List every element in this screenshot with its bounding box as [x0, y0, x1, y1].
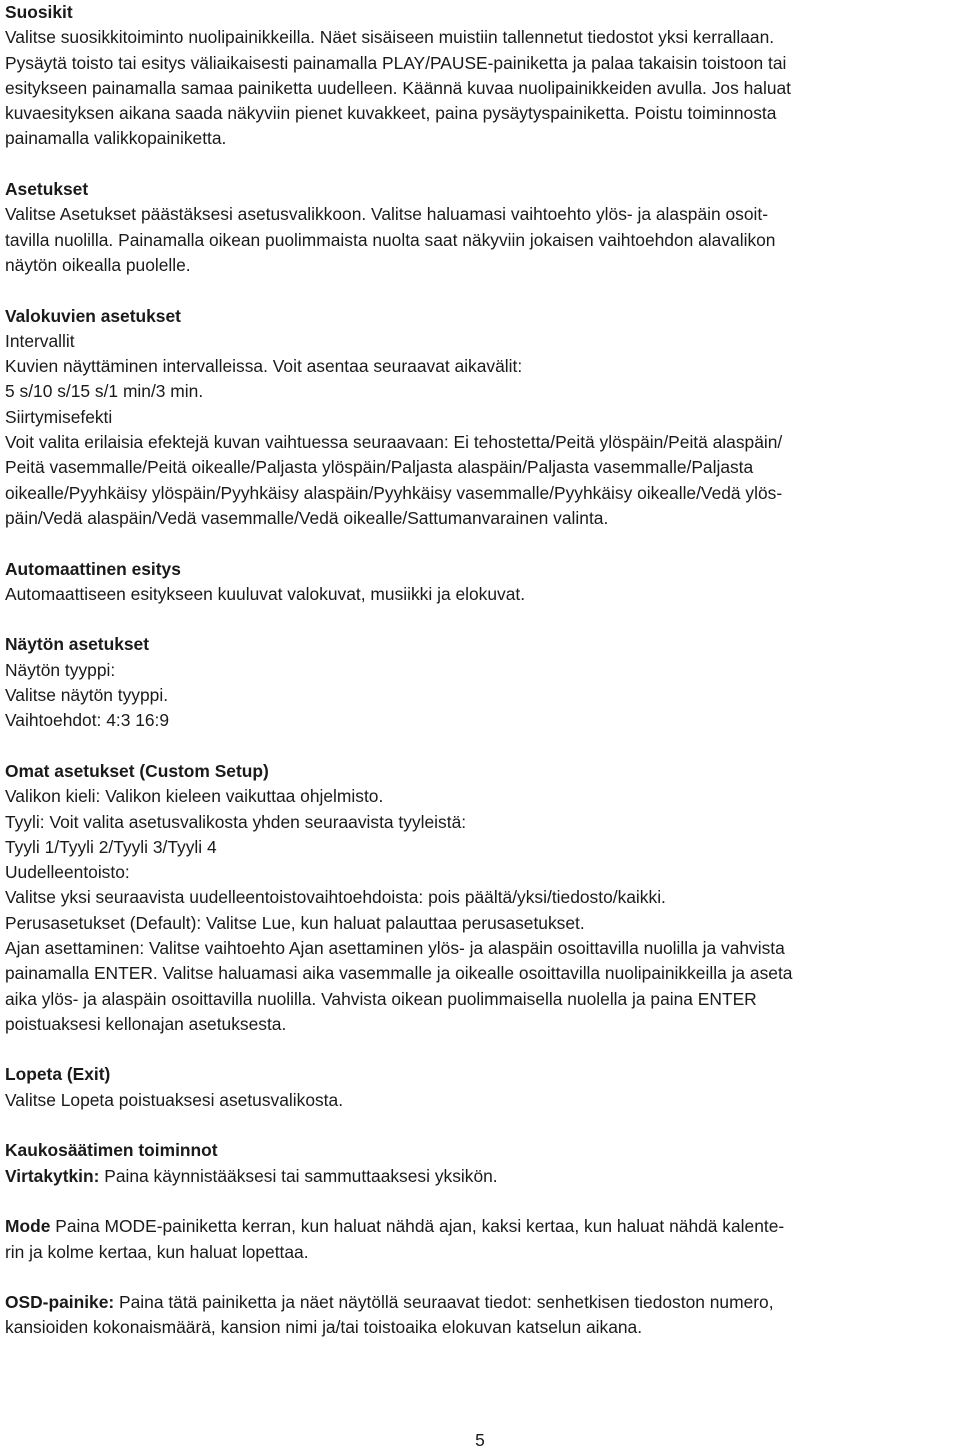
virtakytkin-text: Paina käynnistääksesi tai sammuttaaksesi yksikön. [99, 1165, 498, 1186]
virtakytkin-label: Virtakytkin: [5, 1165, 100, 1186]
paragraph-line: aika ylös- ja alaspäin osoittavilla nuolilla. Vahvista oikean puolimmaisella nuolella ja paina ENTER [5, 988, 757, 1009]
paragraph-line: Pysäytä toisto tai esitys väliaikaisesti painamalla PLAY/PAUSE-painiketta ja palaa takaisin toistoon tai [5, 52, 787, 73]
paragraph-line: kansioiden kokonaismäärä, kansion nimi ja/tai toistoaika elokuvan katselun aikana. [5, 1317, 643, 1338]
section-heading: Automaattinen esitys [5, 558, 181, 579]
paragraph-line: Intervallit [5, 330, 75, 351]
section-kaukosaatimen-toiminnot [5, 1138, 957, 1340]
paragraph-line: Voit valita erilaisia efektejä kuvan vaihtuessa seuraavaan: Ei tehostetta/Peitä ylöspäin/Peitä alaspäin/ [5, 432, 783, 453]
section-heading: Omat asetukset (Custom Setup) [5, 760, 269, 781]
paragraph-line: Automaattiseen esitykseen kuuluvat valokuvat, musiikki ja elokuvat. [5, 583, 526, 604]
paragraph-line: painamalla valikkopainiketta. [5, 128, 227, 149]
section-suosikit [5, 0, 957, 152]
section-lopeta [5, 1062, 957, 1113]
section-asetukset [5, 177, 957, 278]
section-automaattinen-esitys [5, 557, 957, 608]
paragraph-line: näytön oikealla puolelle. [5, 254, 191, 275]
paragraph-line: päin/Vedä alaspäin/Vedä vasemmalle/Vedä oikealle/Sattumanvarainen valinta. [5, 507, 609, 528]
paragraph-line: Valikon kieli: Valikon kieleen vaikuttaa ohjelmisto. [5, 786, 384, 807]
mode-text: Paina MODE-painiketta kerran, kun haluat nähdä ajan, kaksi kertaa, kun haluat nähdä kalente- [50, 1216, 785, 1237]
section-omat-asetukset [5, 759, 957, 1037]
mode-label: Mode [5, 1216, 51, 1237]
paragraph-line: Vaihtoehdot: 4:3 16:9 [5, 710, 170, 731]
manual-page [5, 0, 957, 1341]
paragraph-line: tavilla nuolilla. Painamalla oikean puolimmaista nuolta saat näkyviin jokaisen vaihtoehdon alavalikon [5, 229, 776, 250]
section-heading: Lopeta (Exit) [5, 1064, 111, 1085]
paragraph-line: Valitse suosikkitoiminto nuolipainikkeilla. Näet sisäiseen muistiin tallennetut tiedostot yksi kerrallaan. [5, 27, 775, 48]
osd-text: Paina tätä painiketta ja näet näytöllä seuraavat tiedot: senhetkisen tiedoston numero, [114, 1292, 774, 1313]
section-heading: Asetukset [5, 179, 89, 200]
section-heading: Näytön asetukset [5, 634, 150, 655]
paragraph-line: poistuaksesi kellonajan asetuksesta. [5, 1013, 287, 1034]
paragraph-line: Valitse näytön tyyppi. [5, 685, 169, 706]
paragraph-line: painamalla ENTER. Valitse haluamasi aika vasemmalle ja oikealle osoittavilla nuolipainikkeilla ja aseta [5, 963, 793, 984]
page-number: 5 [475, 1430, 485, 1450]
paragraph-line: Kuvien näyttäminen intervalleissa. Voit asentaa seuraavat aikavälit: [5, 356, 523, 377]
section-heading: Valokuvien asetukset [5, 305, 181, 326]
paragraph-line: Perusasetukset (Default): Valitse Lue, kun haluat palauttaa perusasetukset. [5, 912, 585, 933]
paragraph-line: Peitä vasemmalle/Peitä oikealle/Paljasta ylöspäin/Paljasta alaspäin/Paljasta vasemmalle/Paljasta [5, 457, 754, 478]
paragraph-line: Siirtymisefekti [5, 406, 113, 427]
paragraph-line: rin ja kolme kertaa, kun haluat lopettaa. [5, 1241, 309, 1262]
paragraph-line: Uudelleentoisto: [5, 862, 130, 883]
osd-line [5, 1290, 957, 1315]
osd-label: OSD-painike: [5, 1292, 115, 1313]
section-nayton-asetukset [5, 632, 957, 733]
section-heading: Kaukosäätimen toiminnot [5, 1140, 218, 1161]
virtakytkin-line [5, 1164, 957, 1189]
paragraph-line: esitykseen painamalla samaa painiketta uudelleen. Käännä kuvaa nuolipainikkeiden avulla. Jos haluat [5, 77, 792, 98]
paragraph-line: Valitse yksi seuraavista uudelleentoistovaihtoehdoista: pois päältä/yksi/tiedosto/kaikki. [5, 887, 666, 908]
paragraph-line: Tyyli 1/Tyyli 2/Tyyli 3/Tyyli 4 [5, 836, 217, 857]
paragraph-line: 5 s/10 s/15 s/1 min/3 min. [5, 381, 204, 402]
paragraph-line: Ajan asettaminen: Valitse vaihtoehto Ajan asettaminen ylös- ja alaspäin osoittavilla nuolilla ja vahvista [5, 937, 785, 958]
paragraph-line: kuvaesityksen aikana saada näkyviin pienet kuvakkeet, paina pysäytyspainiketta. Poistu toiminnosta [5, 103, 777, 124]
paragraph-line: Valitse Lopeta poistuaksesi asetusvalikosta. [5, 1089, 344, 1110]
section-heading: Suosikit [5, 2, 73, 22]
paragraph-line: Tyyli: Voit valita asetusvalikosta yhden seuraavista tyyleistä: [5, 811, 467, 832]
paragraph-line: Näytön tyyppi: [5, 659, 116, 680]
section-valokuvien-asetukset [5, 304, 957, 532]
mode-line [5, 1214, 957, 1239]
paragraph-line: Valitse Asetukset päästäksesi asetusvalikkoon. Valitse haluamasi vaihtoehto ylös- ja alaspäin osoit- [5, 204, 769, 225]
paragraph-line: oikealle/Pyyhkäisy ylöspäin/Pyyhkäisy alaspäin/Pyyhkäisy vasemmalle/Pyyhkäisy oikealle/Vedä ylös- [5, 482, 783, 503]
